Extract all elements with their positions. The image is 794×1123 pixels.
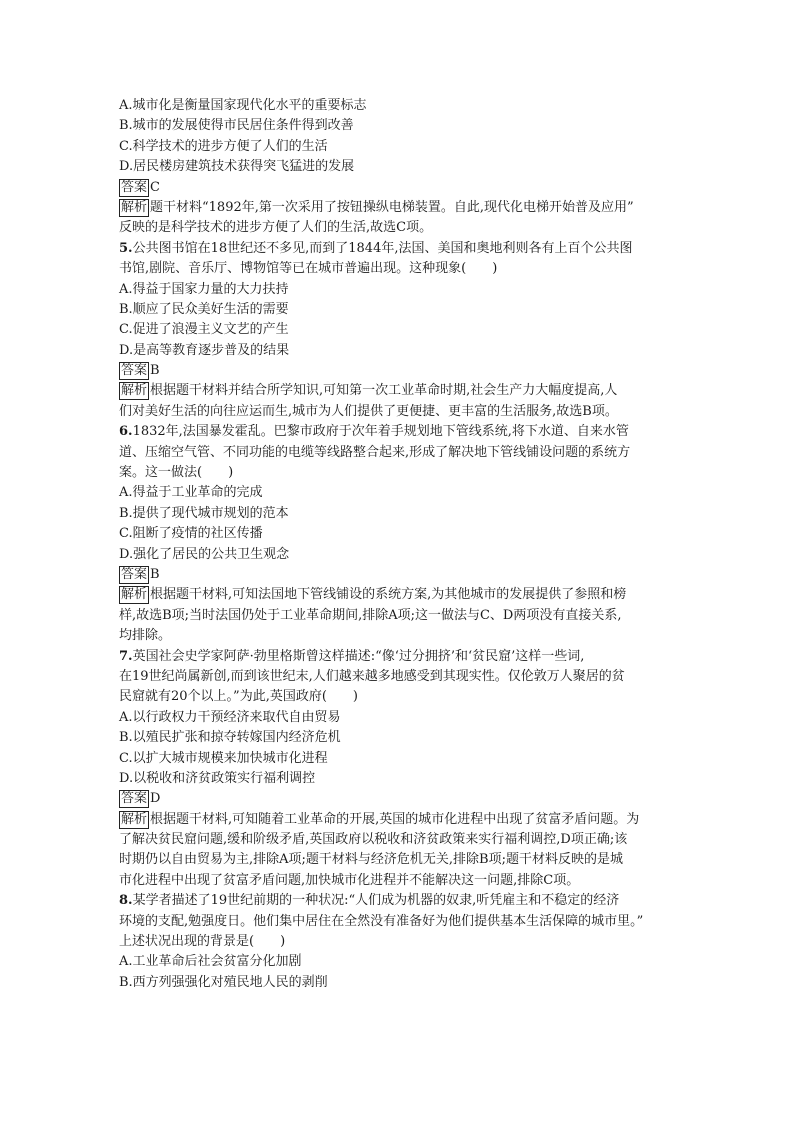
q7-analysis-line-1: 解析 根据题干材料,可知随着工业革命的开展,英国的城市化进程中出现了贫富矛盾问题。为 bbox=[121, 811, 640, 827]
q7-option-a: A.以行政权力干预经济来取代自由贸易 bbox=[119, 709, 341, 725]
q6-stem-line-1: 6.1832年,法国暴发霍乱。巴黎市政府于次年着手规划地下管线系统,将下水道、自来水管 bbox=[119, 424, 629, 440]
q8-number: 8. bbox=[119, 893, 133, 909]
q4-analysis-line-1: 解析 题干材料“1892年,第一次采用了按钮操纵电梯装置。自此,现代化电梯开始普及应用” bbox=[121, 199, 634, 215]
q8-option-a: A.工业革命后社会贫富分化加剧 bbox=[119, 954, 302, 970]
q8-stem-line-1: 8.某学者描述了19世纪前期的一种状况:“人们成为机器的奴隶,听凭雇主和不稳定的经济 bbox=[119, 893, 620, 909]
q7-answer-value: D bbox=[150, 791, 161, 807]
q7-option-b: B.以殖民扩张和掠夺转嫁国内经济危机 bbox=[119, 730, 341, 746]
answer-tag: 答案 bbox=[121, 179, 148, 195]
analysis-tag: 解析 bbox=[121, 383, 148, 399]
q5-option-d: D.是高等教育逐步普及的结果 bbox=[119, 342, 290, 358]
q6-analysis-line-2: 样,故选B项;当时法国仍处于工业革命期间,排除A项;这一做法与C、D两项没有直接关系, bbox=[119, 607, 622, 623]
q6-option-a: A.得益于工业革命的完成 bbox=[119, 485, 263, 501]
q6-stem-line-3: 案。这一做法( ) bbox=[119, 465, 234, 481]
q7-number: 7. bbox=[119, 648, 133, 664]
q4-option-b: B.城市的发展使得市民居住条件得到改善 bbox=[119, 118, 354, 134]
q5-analysis-line-1: 解析 根据题干材料并结合所学知识,可知第一次工业革命时期,社会生产力大幅度提高,人 bbox=[121, 383, 618, 399]
q7-analysis-line-3: 时期仍以自由贸易为主,排除A项;题干材料与经济危机无关,排除B项;题干材料反映的是城 bbox=[119, 852, 623, 868]
q4-answer-value: C bbox=[150, 179, 160, 195]
document-page bbox=[119, 96, 689, 993]
q5-stem-line-2: 书馆,剧院、音乐厅、博物馆等已在城市普遍出现。这种现象( ) bbox=[119, 261, 498, 277]
q5-stem-line-1: 5.公共图书馆在18世纪还不多见,而到了1844年,法国、美国和奥地利则各有上百个公共图 bbox=[119, 240, 633, 256]
analysis-tag: 解析 bbox=[121, 199, 148, 215]
q7-analysis-line-2: 了解决贫民窟问题,缓和阶级矛盾,英国政府以税收和济贫政策来实行福利调控,D项正确;该 bbox=[119, 832, 628, 848]
q5-answer-value: B bbox=[150, 363, 160, 379]
question-7 bbox=[119, 647, 689, 892]
q5-number: 5. bbox=[119, 240, 133, 256]
q6-answer bbox=[119, 565, 689, 585]
q6-option-d: D.强化了居民的公共卫生观念 bbox=[119, 546, 290, 562]
answer-tag: 答案 bbox=[121, 791, 148, 807]
q4-option-c: C.科学技术的进步方便了人们的生活 bbox=[119, 138, 328, 154]
q5-option-b: B.顺应了民众美好生活的需要 bbox=[119, 301, 289, 317]
q7-option-d: D.以税收和济贫政策实行福利调控 bbox=[119, 770, 316, 786]
q8-stem-line-3: 上述状况出现的背景是( ) bbox=[119, 934, 286, 950]
analysis-tag: 解析 bbox=[121, 587, 148, 603]
q5-option-a: A.得益于国家力量的大力扶持 bbox=[119, 281, 289, 297]
q7-option-c: C.以扩大城市规模来加快城市化进程 bbox=[119, 750, 328, 766]
q4-option-a: A.城市化是衡量国家现代化水平的重要标志 bbox=[119, 98, 367, 113]
q6-answer-value: B bbox=[150, 566, 160, 582]
q6-analysis-line-3: 均排除。 bbox=[119, 628, 172, 644]
q7-answer bbox=[119, 789, 689, 809]
question-6 bbox=[119, 422, 689, 646]
q8-stem-line-2: 环境的支配,勉强度日。他们集中居住在全然没有准备好为他们提供基本生活保障的城市里。” bbox=[119, 913, 644, 929]
question-4 bbox=[119, 96, 689, 239]
q5-analysis-line-2: 们对美好生活的向往应运而生,城市为人们提供了更便捷、更丰富的生活服务,故选B项。 bbox=[119, 403, 618, 419]
q7-stem-line-3: 民窟就有20个以上。”为此,英国政府( ) bbox=[119, 689, 358, 705]
answer-tag: 答案 bbox=[121, 363, 148, 379]
q6-number: 6. bbox=[119, 424, 133, 440]
q8-option-b: B.西方列强强化对殖民地人民的剥削 bbox=[119, 974, 328, 990]
answer-tag: 答案 bbox=[121, 566, 148, 582]
q4-analysis-line-2: 反映的是科学技术的进步方便了人们的生活,故选C项。 bbox=[119, 220, 433, 236]
q6-option-c: C.阻断了疫情的社区传播 bbox=[119, 526, 263, 542]
question-8 bbox=[119, 891, 689, 993]
q7-stem-line-2: 在19世纪尚属新创,而到该世纪末,人们越来越多地感受到其现实性。仅伦敦万人聚居的贫 bbox=[119, 668, 625, 684]
question-5 bbox=[119, 239, 689, 423]
q5-option-c: C.促进了浪漫主义文艺的产生 bbox=[119, 322, 289, 338]
q4-option-d: D.居民楼房建筑技术获得突飞猛进的发展 bbox=[119, 159, 355, 175]
q5-answer bbox=[119, 361, 689, 381]
q6-analysis-line-1: 解析 根据题干材料,可知法国地下管线铺设的系统方案,为其他城市的发展提供了参照和榜 bbox=[121, 587, 627, 603]
q7-analysis-line-4: 市化进程中出现了贫富矛盾问题,加快城市化进程并不能解决这一问题,排除C项。 bbox=[119, 872, 580, 888]
q4-answer bbox=[119, 178, 689, 198]
analysis-tag: 解析 bbox=[121, 811, 148, 827]
q6-stem-line-2: 道、压缩空气管、不同功能的电缆等线路整合起来,形成了解决地下管线铺设问题的系统方 bbox=[119, 444, 631, 460]
q7-stem-line-1: 7.英国社会史学家阿萨·勃里格斯曾这样描述:“像‘过分拥挤’和‘贫民窟’这样一些词, bbox=[119, 648, 585, 664]
q6-option-b: B.提供了现代城市规划的范本 bbox=[119, 505, 289, 521]
